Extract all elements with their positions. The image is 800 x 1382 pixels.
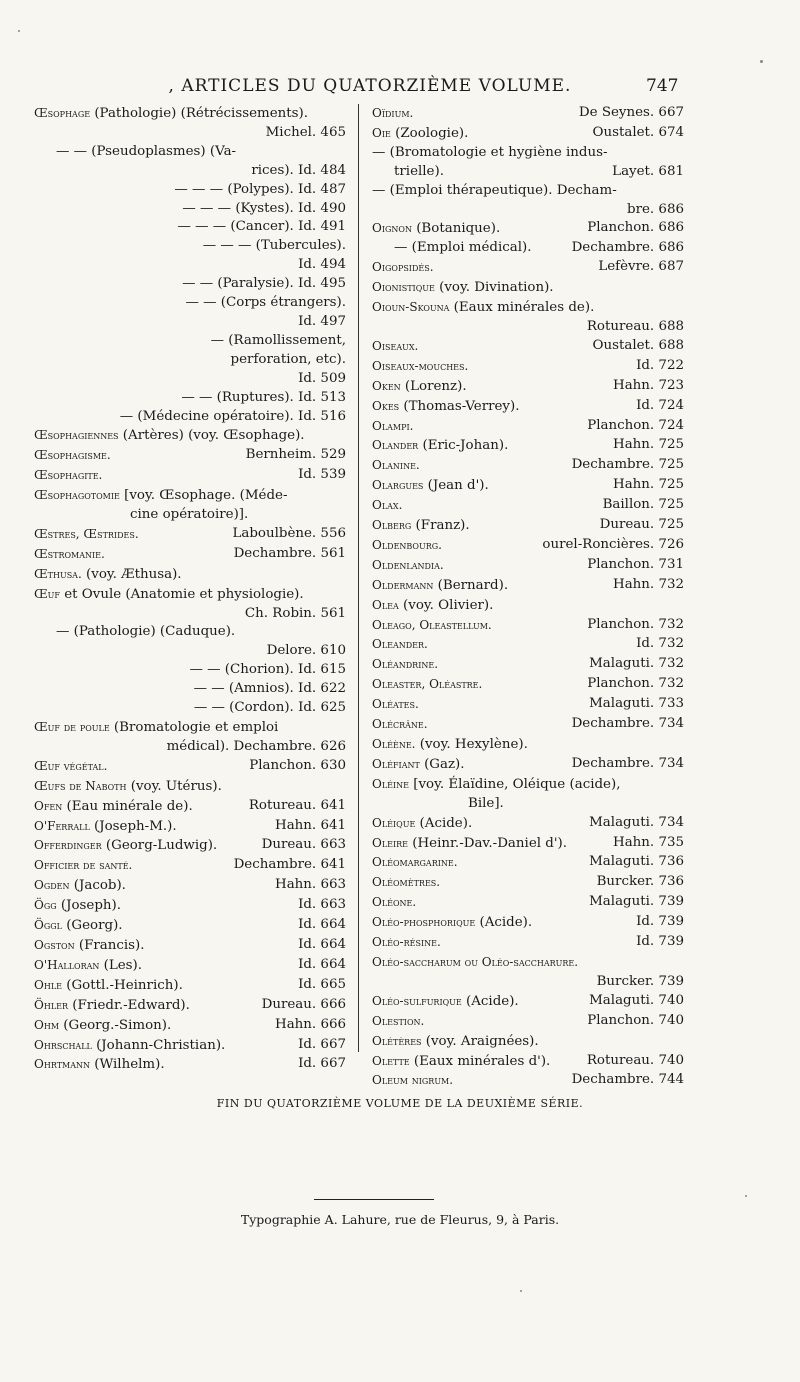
entry-author-page: Id. 663 bbox=[298, 897, 346, 913]
entry-heading: Oléo-résine. bbox=[372, 935, 441, 950]
index-entry bbox=[372, 124, 684, 144]
entry-line: Id. 497 bbox=[298, 313, 346, 329]
entry-author-page: Dechambre. 744 bbox=[571, 1072, 684, 1088]
entry-heading: Olampi. bbox=[372, 418, 414, 433]
entry-line: rices). Id. 484 bbox=[251, 162, 346, 178]
entry-author-page: Dureau. 725 bbox=[599, 517, 684, 533]
entry-heading: Oldermann (Bernard). bbox=[372, 577, 509, 593]
index-entry bbox=[34, 996, 346, 1016]
entry-line: Delore. 610 bbox=[266, 643, 346, 659]
entry-line: — — (Pseudoplasmes) (Va- bbox=[56, 143, 237, 159]
scan-speck bbox=[18, 30, 20, 32]
entry-author-page: Malaguti. 740 bbox=[589, 992, 684, 1008]
entry-author-page: Oustalet. 688 bbox=[592, 337, 684, 353]
index-entry bbox=[372, 893, 684, 913]
entry-author-page: Id. 732 bbox=[636, 636, 684, 652]
index-entry bbox=[34, 699, 346, 718]
entry-heading: Ohm (Georg.-Simon). bbox=[34, 1017, 172, 1033]
entry-line: — — (Ruptures). Id. 513 bbox=[181, 389, 346, 405]
entry-author-page: Hahn. 735 bbox=[613, 834, 684, 850]
entry-line: — (Pathologie) (Caduque). bbox=[56, 624, 236, 640]
entry-author-page: Hahn. 641 bbox=[275, 817, 346, 833]
entry-heading: Œstres, Œstrides. bbox=[34, 526, 139, 541]
index-entry bbox=[34, 466, 346, 486]
entry-heading: Olberg (Franz). bbox=[372, 518, 470, 534]
entry-author-page: De Seynes. 667 bbox=[578, 105, 684, 120]
entry-line: Olétères (voy. Araignées). bbox=[372, 1033, 539, 1049]
entry-heading: Oléo-sulfurique (Acide). bbox=[372, 993, 519, 1009]
index-entry bbox=[34, 856, 346, 876]
entry-author-page: Planchon. 731 bbox=[587, 556, 684, 572]
entry-heading: Oken (Lorenz). bbox=[372, 378, 467, 394]
entry-line: — (Ramollissement, bbox=[210, 332, 346, 348]
index-entry bbox=[372, 258, 684, 278]
entry-heading: Oignon (Botanique). bbox=[372, 221, 501, 237]
entry-author-page: Id. 667 bbox=[298, 1036, 346, 1052]
entry-author-page: Dechambre. 734 bbox=[571, 716, 684, 732]
scan-speck bbox=[745, 1195, 747, 1197]
entry-author-page: Rotureau. 641 bbox=[248, 797, 346, 813]
index-entry bbox=[372, 357, 684, 377]
index-entry bbox=[34, 1036, 346, 1056]
index-entry bbox=[372, 417, 684, 437]
index-entry bbox=[372, 436, 684, 456]
index-entry bbox=[34, 294, 346, 332]
entry-heading: Oigopsidés. bbox=[372, 260, 434, 275]
index-entry bbox=[372, 775, 684, 814]
entry-line: Œthusa. (voy. Æthusa). bbox=[34, 566, 182, 582]
entry-heading: Oléandrine. bbox=[372, 657, 439, 672]
entry-line: — — — (Polypes). Id. 487 bbox=[174, 181, 346, 197]
page-header bbox=[0, 74, 800, 104]
entry-heading: Officier de santé. bbox=[34, 858, 133, 873]
index-entry bbox=[372, 715, 684, 735]
index-entry bbox=[372, 298, 684, 337]
printer-imprint: Typographie A. Lahure, rue de Fleurus, 9, à Paris. bbox=[240, 1212, 560, 1227]
entry-heading: Olette (Eaux minérales d'). bbox=[372, 1053, 551, 1069]
index-entry bbox=[372, 1032, 684, 1052]
index-entry bbox=[372, 456, 684, 476]
entry-author-page: Id. 739 bbox=[636, 914, 684, 930]
entry-heading: Oiseaux-mouches. bbox=[372, 358, 469, 373]
entry-heading: Olestion. bbox=[372, 1013, 425, 1028]
entry-line: Œuf de poule (Bromatologie et emploi bbox=[34, 720, 279, 735]
index-column-left bbox=[34, 104, 346, 1075]
index-entry bbox=[372, 814, 684, 834]
index-entry bbox=[372, 337, 684, 357]
entry-line: Michel. 465 bbox=[265, 124, 346, 140]
index-entry bbox=[34, 718, 346, 757]
page-number: 747 bbox=[646, 76, 679, 96]
entry-line: Œufs de Naboth (voy. Utérus). bbox=[34, 778, 222, 794]
entry-author-page: Malaguti. 734 bbox=[589, 814, 684, 830]
entry-heading: Olargues (Jean d'). bbox=[372, 478, 489, 494]
entry-author-page: Hahn. 666 bbox=[275, 1016, 346, 1032]
entry-line: Oléine [voy. Élaïdine, Oléique (acide), bbox=[372, 776, 621, 792]
index-entry bbox=[34, 104, 346, 143]
index-entry bbox=[372, 239, 684, 258]
entry-heading: Oléates. bbox=[372, 697, 419, 712]
index-entry bbox=[34, 661, 346, 680]
index-entry bbox=[372, 219, 684, 239]
index-entry bbox=[372, 616, 684, 636]
entry-heading: Oïdium. bbox=[372, 106, 414, 120]
index-entry bbox=[372, 536, 684, 556]
index-entry bbox=[34, 275, 346, 294]
entry-author-page: Planchon. 740 bbox=[587, 1012, 684, 1028]
entry-author-page: Dechambre. 561 bbox=[233, 545, 346, 561]
index-entry bbox=[34, 817, 346, 837]
entry-author-page: Id. 722 bbox=[636, 357, 684, 373]
entry-author-page: Dureau. 663 bbox=[261, 837, 346, 853]
entry-author-page: Id. 664 bbox=[298, 917, 346, 933]
entry-author-page: Id. 664 bbox=[298, 956, 346, 972]
end-of-volume-note: FIN DU QUATORZIÈME VOLUME DE LA DEUXIÈME SÉRIE. bbox=[216, 1097, 584, 1110]
entry-heading: — (Emploi médical). bbox=[394, 240, 532, 256]
scan-speck bbox=[760, 60, 763, 63]
index-entry bbox=[34, 408, 346, 427]
entry-line: Bile]. bbox=[468, 795, 504, 811]
entry-author-page: Id. 665 bbox=[298, 976, 346, 992]
entry-author-page: Hahn. 663 bbox=[275, 877, 346, 893]
entry-line: — — (Cordon). Id. 625 bbox=[193, 700, 346, 716]
index-entry bbox=[372, 695, 684, 715]
entry-line: — — (Chorion). Id. 615 bbox=[189, 662, 346, 678]
index-entry bbox=[372, 377, 684, 397]
entry-heading: Oleago, Oleastellum. bbox=[372, 617, 492, 632]
entry-heading: Offerdinger (Georg-Ludwig). bbox=[34, 838, 218, 854]
entry-author-page: Lefèvre. 687 bbox=[598, 259, 684, 275]
index-entry bbox=[34, 623, 346, 661]
entry-heading: Ohrtmann (Wilhelm). bbox=[34, 1057, 165, 1073]
entry-heading: Oleire (Heinr.-Dav.-Daniel d'). bbox=[372, 835, 568, 851]
entry-author-page: Dechambre. 734 bbox=[571, 755, 684, 771]
index-entry bbox=[372, 144, 684, 182]
index-entry bbox=[372, 755, 684, 775]
entry-heading: O'Halloran (Les). bbox=[34, 957, 143, 973]
index-entry bbox=[34, 446, 346, 466]
entry-author-page: Bernheim. 529 bbox=[245, 447, 346, 463]
index-entry bbox=[34, 525, 346, 545]
entry-author-page: Malaguti. 736 bbox=[589, 854, 684, 870]
index-entry bbox=[372, 397, 684, 417]
entry-heading: Olanine. bbox=[372, 458, 420, 473]
entry-line: médical). Dechambre. 626 bbox=[166, 738, 346, 754]
index-entry bbox=[372, 853, 684, 873]
footer-rule bbox=[314, 1199, 434, 1200]
entry-line: Oléo-saccharum ou Oléo-saccharure. bbox=[372, 954, 579, 969]
index-entry bbox=[34, 976, 346, 996]
index-entry bbox=[372, 476, 684, 496]
entry-author-page: Dechambre. 686 bbox=[571, 240, 684, 256]
entry-author-page: Laboulbène. 556 bbox=[232, 525, 346, 541]
entry-author-page: Rotureau. 740 bbox=[586, 1052, 684, 1068]
entry-heading: Okes (Thomas-Verrey). bbox=[372, 398, 520, 414]
index-entry bbox=[372, 516, 684, 536]
entry-heading: Oiseaux. bbox=[372, 338, 419, 353]
entry-author-page: Planchon. 630 bbox=[249, 757, 346, 773]
entry-line: — (Emploi thérapeutique). Decham- bbox=[372, 182, 617, 198]
index-entry bbox=[34, 181, 346, 200]
index-entry bbox=[34, 956, 346, 976]
entry-author-page: Planchon. 724 bbox=[587, 417, 684, 433]
entry-author-page: Id. 664 bbox=[298, 936, 346, 952]
index-entry bbox=[34, 777, 346, 797]
index-entry bbox=[372, 596, 684, 616]
index-entry bbox=[34, 143, 346, 181]
index-entry bbox=[34, 797, 346, 817]
index-entry bbox=[34, 486, 346, 525]
entry-heading: Ögg (Joseph). bbox=[34, 898, 122, 914]
index-entry bbox=[372, 1052, 684, 1072]
entry-line: Œsophagotomie [voy. Œsophage. (Méde- bbox=[34, 488, 288, 504]
entry-heading: Œuf végétal. bbox=[34, 758, 108, 773]
entry-author-page: Oustalet. 674 bbox=[592, 124, 684, 140]
entry-line: — — — (Kystes). Id. 490 bbox=[182, 200, 346, 216]
index-entry bbox=[34, 565, 346, 585]
index-column-right bbox=[372, 104, 684, 1091]
entry-heading: Œsophagisme. bbox=[34, 448, 111, 463]
entry-line: Oléène. (voy. Hexylène). bbox=[372, 737, 528, 752]
entry-heading: Olander (Eric-Johan). bbox=[372, 438, 509, 454]
entry-line: cine opératoire)]. bbox=[130, 507, 249, 523]
index-entry bbox=[34, 1016, 346, 1036]
entry-heading: O'Ferrall (Joseph-M.). bbox=[34, 818, 177, 834]
index-entry bbox=[372, 992, 684, 1012]
entry-heading: Oleum nigrum. bbox=[372, 1073, 454, 1088]
index-entry bbox=[372, 1071, 684, 1091]
entry-line: — — (Amnios). Id. 622 bbox=[193, 681, 346, 697]
entry-line: Id. 494 bbox=[298, 257, 346, 273]
entry-line: perforation, etc). bbox=[230, 351, 346, 367]
index-entry bbox=[372, 576, 684, 596]
entry-heading: Olécrâne. bbox=[372, 717, 428, 732]
index-entry bbox=[34, 836, 346, 856]
entry-line: — (Bromatologie et hygiène indus- bbox=[372, 144, 608, 160]
entry-author-page: Planchon. 732 bbox=[587, 616, 684, 632]
index-entry bbox=[34, 389, 346, 408]
entry-author-page: Malaguti. 732 bbox=[589, 656, 684, 672]
index-entry bbox=[372, 834, 684, 854]
index-entry bbox=[372, 953, 684, 992]
entry-heading: Oléomargarine. bbox=[372, 855, 458, 870]
entry-heading: Oie (Zoologie). bbox=[372, 125, 469, 141]
entry-heading: Olax. bbox=[372, 498, 403, 513]
entry-line: Burcker. 739 bbox=[596, 973, 684, 989]
index-entry bbox=[372, 913, 684, 933]
index-entry bbox=[372, 278, 684, 298]
entry-line: — (Médecine opératoire). Id. 516 bbox=[119, 408, 346, 424]
entry-author-page: Hahn. 725 bbox=[613, 477, 684, 493]
entry-heading: Oldenlandia. bbox=[372, 557, 444, 572]
entry-line: Rotureau. 688 bbox=[586, 318, 684, 334]
entry-heading: Ohrschall (Johann-Christian). bbox=[34, 1037, 226, 1053]
index-entry bbox=[372, 655, 684, 675]
index-entry bbox=[372, 735, 684, 755]
entry-line: Œuf et Ovule (Anatomie et physiologie). bbox=[34, 586, 304, 602]
entry-heading: Ogden (Jacob). bbox=[34, 878, 126, 894]
entry-author-page: Malaguti. 733 bbox=[589, 696, 684, 712]
index-entry bbox=[34, 332, 346, 389]
entry-heading: Œstromanie. bbox=[34, 546, 105, 561]
entry-heading: Oléique (Acide). bbox=[372, 815, 473, 831]
index-entry bbox=[372, 556, 684, 576]
entry-author-page: ourel-Roncières. 726 bbox=[542, 536, 684, 552]
entry-heading: Oléomètres. bbox=[372, 875, 441, 890]
index-entry bbox=[34, 1055, 346, 1075]
index-entry bbox=[372, 635, 684, 655]
index-entry bbox=[372, 104, 684, 124]
entry-author-page: Dechambre. 641 bbox=[233, 857, 346, 873]
entry-author-page: Id. 724 bbox=[636, 397, 684, 413]
entry-line: — — — (Cancer). Id. 491 bbox=[177, 219, 346, 235]
entry-author-page: Burcker. 736 bbox=[596, 874, 684, 890]
entry-line: Œsophage (Pathologie) (Rétrécissements). bbox=[34, 106, 308, 121]
entry-heading: Öggl (Georg). bbox=[34, 918, 123, 934]
index-entry bbox=[34, 237, 346, 275]
entry-line: Olea (voy. Olivier). bbox=[372, 597, 494, 613]
index-entry bbox=[34, 680, 346, 699]
entry-author-page: Hahn. 723 bbox=[613, 377, 684, 393]
entry-line: bre. 686 bbox=[627, 201, 684, 217]
index-entry bbox=[372, 873, 684, 893]
entry-line: Ch. Robin. 561 bbox=[244, 605, 346, 621]
entry-line: Oioun-Skouna (Eaux minérales de). bbox=[372, 300, 595, 316]
entry-author-page: Hahn. 732 bbox=[613, 576, 684, 592]
index-entry bbox=[34, 585, 346, 624]
entry-heading: trielle). bbox=[394, 163, 444, 179]
entry-author-page: Hahn. 725 bbox=[613, 437, 684, 453]
entry-line: Œsophagiennes (Artères) (voy. Œsophage). bbox=[34, 428, 305, 444]
entry-author-page: Malaguti. 739 bbox=[589, 894, 684, 910]
index-entry bbox=[372, 496, 684, 516]
index-entry bbox=[34, 876, 346, 896]
entry-heading: Oleaster, Oléastre. bbox=[372, 677, 483, 692]
index-entry bbox=[372, 182, 684, 220]
index-entry bbox=[34, 896, 346, 916]
entry-author-page: Id. 667 bbox=[298, 1056, 346, 1072]
entry-author-page: Id. 739 bbox=[636, 934, 684, 950]
entry-heading: Œsophagite. bbox=[34, 468, 103, 483]
entry-heading: Ohle (Gottl.-Heinrich). bbox=[34, 977, 183, 993]
entry-heading: Oléone. bbox=[372, 895, 417, 910]
entry-line: — — (Paralysie). Id. 495 bbox=[182, 276, 346, 292]
entry-heading: Ofen (Eau minérale de). bbox=[34, 798, 193, 814]
entry-author-page: Dureau. 666 bbox=[261, 996, 346, 1012]
index-entry bbox=[34, 545, 346, 565]
entry-author-page: Planchon. 686 bbox=[587, 220, 684, 236]
index-entry bbox=[34, 200, 346, 219]
index-entry bbox=[34, 218, 346, 237]
index-entry bbox=[372, 675, 684, 695]
entry-heading: Öhler (Friedr.-Edward). bbox=[34, 997, 190, 1013]
entry-author-page: Id. 539 bbox=[298, 467, 346, 483]
entry-author-page: Layet. 681 bbox=[612, 163, 684, 179]
entry-author-page: Planchon. 732 bbox=[587, 676, 684, 692]
entry-heading: Oléfiant (Gaz). bbox=[372, 756, 465, 772]
index-entry bbox=[34, 936, 346, 956]
entry-line: Id. 509 bbox=[298, 370, 346, 386]
entry-heading: Oléo-phosphorique (Acide). bbox=[372, 915, 533, 931]
index-entry bbox=[372, 933, 684, 953]
column-divider bbox=[358, 104, 359, 1052]
index-entry bbox=[34, 426, 346, 446]
scan-speck bbox=[520, 1290, 522, 1292]
entry-author-page: Dechambre. 725 bbox=[571, 457, 684, 473]
entry-author-page: Baillon. 725 bbox=[602, 497, 684, 513]
index-entry bbox=[34, 916, 346, 936]
index-entry bbox=[372, 1012, 684, 1032]
entry-heading: Oldenbourg. bbox=[372, 537, 442, 552]
entry-line: — — — (Tubercules). bbox=[202, 238, 346, 254]
entry-heading: Oleander. bbox=[372, 637, 428, 652]
entry-heading: Ogston (Francis). bbox=[34, 937, 145, 953]
entry-line: Oionistique (voy. Divination). bbox=[372, 280, 554, 296]
index-entry bbox=[34, 757, 346, 777]
running-title: , ARTICLES DU QUATORZIÈME VOLUME. bbox=[168, 76, 572, 96]
entry-line: — — (Corps étrangers). bbox=[185, 295, 346, 311]
